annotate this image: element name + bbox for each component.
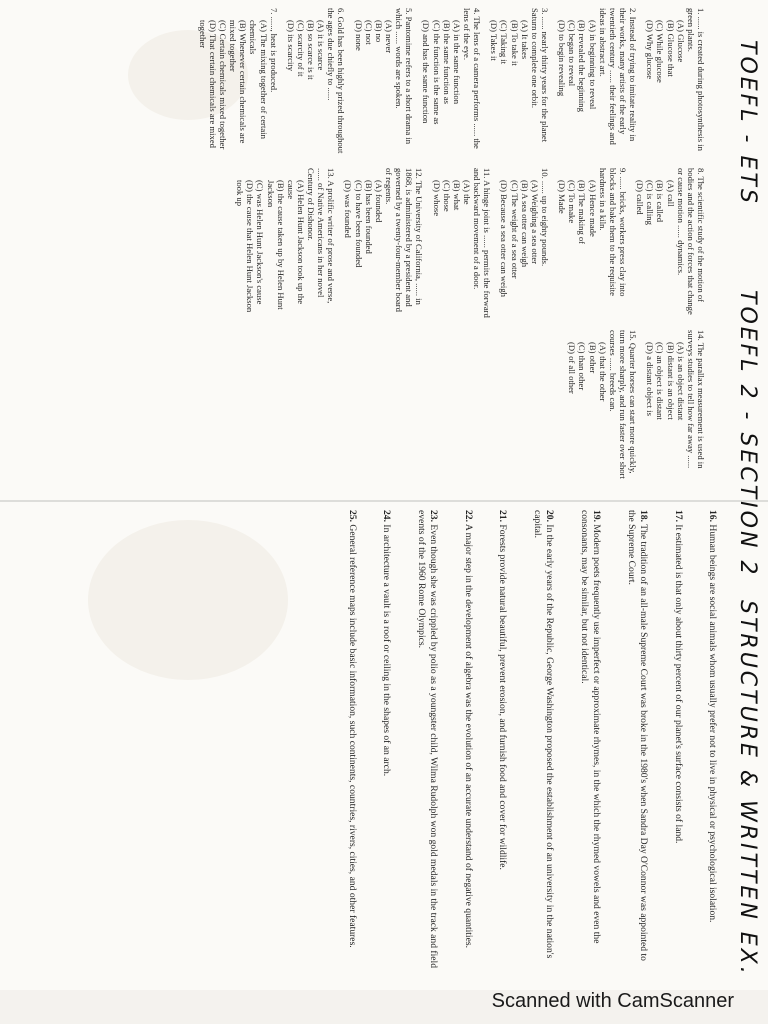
answer-options <box>198 8 269 158</box>
item-sentence: Forests provide natural beautiful, prevent erosion, and furnish food and cover for wildlife. <box>497 524 509 870</box>
answer-options <box>557 168 598 318</box>
question-column-1 <box>191 8 706 158</box>
answer-options <box>421 8 462 158</box>
answer-option: (D) was founded <box>343 180 354 238</box>
answer-option: (B) is called <box>655 180 666 222</box>
item-sentence: Modern poets frequently use imperfect or approximate rhymes, in the which the rhymed vowels and even the consonants, may be similar, but not identical. <box>578 510 603 944</box>
item-sentence: The tradition of an all-male Supreme Court was broke in the 1980's when Sandra Day O'Connor was appointed to the Supreme Court. <box>625 510 650 961</box>
question-stem: 4. The lens of a camera performs ...... the lens of the eye. <box>462 8 483 149</box>
written-expression-item <box>624 510 649 970</box>
answer-option: (B) A sea otter can weigh <box>519 180 530 268</box>
answer-option: (D) Why glucose <box>645 20 656 80</box>
answer-option: (D) to begin revealing <box>557 20 568 97</box>
answer-option: (A) Glucose <box>675 20 686 63</box>
question-stem: 6. Gold has been highly prized throughout the ages due chiefly to ...... <box>326 8 347 154</box>
answer-option: (A) never <box>384 20 395 54</box>
answer-option: (D) of all other <box>567 342 578 394</box>
answer-option: (B) Glucose that <box>665 20 676 77</box>
answer-option: (A) Weighing a sea otter <box>529 180 540 265</box>
written-expression-item <box>706 510 718 970</box>
answer-option: (A) Hence made <box>587 180 598 237</box>
answer-options <box>235 168 306 318</box>
answer-option: (C) scarcity of it <box>295 20 306 77</box>
answer-option: (C) While glucose <box>655 20 666 83</box>
answer-options <box>645 8 686 158</box>
written-expression-section <box>323 510 718 970</box>
heading-middle: TOEFL 2 - SECTION 2 <box>735 290 760 578</box>
question-item <box>235 168 336 318</box>
answer-options <box>489 8 530 158</box>
question-item <box>557 168 628 318</box>
answer-option: (D) and has the same function <box>421 20 432 124</box>
written-expression-item <box>496 510 508 970</box>
question-column-2 <box>228 168 706 318</box>
answer-option: (B) so scarce is it <box>306 20 317 80</box>
question-stem: 5. Pantomime refers to a short drama in which ...... words are spoken. <box>394 8 415 145</box>
question-stem: 7. ......, heat is produced. <box>268 8 279 93</box>
question-item <box>354 8 415 158</box>
written-expression-item <box>345 510 357 970</box>
answer-option: (D) That certain chemicals are mixed together <box>197 20 218 148</box>
answer-option: (B) what <box>451 180 462 211</box>
answer-option: (A) founded <box>373 180 384 223</box>
answer-options <box>286 8 327 158</box>
fold-line <box>0 500 768 502</box>
question-stem: 2. Instead of trying to imitate reality in their works, many artists of the early twentieth century ...... their feelings and ideas in abstract art. <box>597 8 639 145</box>
answer-option: (C) not <box>363 20 374 45</box>
answer-option: (B) the same function as <box>441 20 452 105</box>
answer-option: (B) has been founded <box>363 180 374 254</box>
answer-option: (C) the function is the same as <box>431 20 442 125</box>
answer-option: (A) it is scarce <box>316 20 327 71</box>
written-expression-item <box>671 510 683 970</box>
heading-left: TOEFL - ETS <box>735 40 760 206</box>
question-stem: 3. ...... nearly thirty years for the planet Saturn to complete one orbit. <box>529 8 551 143</box>
question-item <box>421 8 482 158</box>
item-number: 17. <box>672 510 684 522</box>
answer-options <box>567 330 608 480</box>
answer-option: (C) was Helen Hunt Jackson's cause <box>255 180 266 305</box>
answer-option: (B) the cause taken up by Helen Hunt Jackson <box>265 180 286 310</box>
item-number: 20. <box>544 510 556 522</box>
answer-options <box>635 168 676 318</box>
item-number: 16. <box>707 510 718 522</box>
question-stem: 1. ...... is created during photosynthesis in green plants. <box>685 8 706 151</box>
answer-option: (D) Because a sea otter can weigh <box>499 180 510 297</box>
answer-options <box>645 330 686 480</box>
answer-option: (C) To make <box>567 180 578 224</box>
answer-option: (C) began to reveal <box>567 20 578 87</box>
question-item <box>198 8 279 158</box>
question-item <box>635 168 706 318</box>
question-item <box>286 8 347 158</box>
answer-option: (C) Certain chemicals mixed together <box>217 20 228 150</box>
item-number: 19. <box>591 510 603 522</box>
paper-stain <box>88 520 288 680</box>
item-sentence: It estimated is that only about thirty percent of our planet's surface consists of land. <box>672 524 684 844</box>
answer-option: (A) is an object distant <box>675 342 686 421</box>
answer-options <box>499 168 540 318</box>
answer-option: (A) call <box>665 180 676 207</box>
written-expression-item <box>380 510 392 970</box>
answer-options <box>343 168 384 318</box>
answer-options <box>431 168 472 318</box>
answer-option: (B) no <box>373 20 384 43</box>
question-stem: 15. Quarter horses can start more quickly, turn more sharply, and run faster over short courses ...... breeds can. <box>607 330 639 479</box>
item-number: 22. <box>462 510 474 522</box>
answer-option: (D) whose <box>431 180 442 217</box>
answer-option: (A) in the same function <box>451 20 462 105</box>
answer-option: (C) to have been founded <box>353 180 364 268</box>
answer-option: (C) Taking it <box>499 20 510 65</box>
answer-option: (C) an object is distant <box>655 342 666 420</box>
written-expression-item <box>530 510 555 970</box>
item-sentence: Even though she was crippled by polio as a youngster child, Wilma Rudolph won gold medals in the track and field events of the 1960 Rome Olympics. <box>415 510 440 968</box>
answer-option: (B) The making of <box>577 180 588 245</box>
item-number: 23. <box>428 510 440 522</box>
question-item <box>499 168 550 318</box>
item-sentence: General reference maps include basic information, such continents, countries, rivers, cities, and other features. <box>346 524 358 948</box>
answer-options <box>354 8 395 158</box>
answer-option: (C) those <box>441 180 452 212</box>
question-stem: 13. A prolific writer of prose and verse, ...... of Native Americans in her novel Century of Dishonor. <box>306 168 337 304</box>
written-expression-item <box>414 510 439 970</box>
question-column-3 <box>560 330 706 480</box>
question-stem: 14. The parallax measurement is used in surveys studies to tell how far away ...... <box>685 330 706 469</box>
answer-option: (B) revealed the beginning <box>577 20 588 112</box>
item-sentence: In architecture a vault is a roof or ceiling in the shapes of an arch. <box>381 524 393 777</box>
item-number: 21. <box>497 510 509 522</box>
heading-right: STRUCTURE & WRITTEN EX. <box>735 600 760 977</box>
answer-option: (B) distant is an object <box>665 342 676 420</box>
answer-option: (D) Takes it <box>489 20 500 61</box>
item-sentence: Human beings are social animals whom usually prefer not to live in physical or psychological isolation. <box>707 524 718 923</box>
question-stem: 8. The scientific study of the motion of bodies and the action of forces that change or cause motion ...... dynamics. <box>675 168 706 315</box>
answer-option: (A) in beginning to reveal <box>587 20 598 110</box>
answer-option: (D) called <box>635 180 646 215</box>
question-item <box>557 8 638 158</box>
answer-options <box>557 8 598 158</box>
answer-option: (D) a distant object is <box>645 342 656 416</box>
camscanner-watermark: Scanned with CamScanner <box>491 990 734 1012</box>
question-item <box>645 330 706 480</box>
question-item <box>567 330 638 480</box>
answer-option: (D) the cause that Helen Hunt Jackson took up <box>235 180 256 313</box>
question-item <box>489 8 550 158</box>
answer-option: (A) The mixing together of certain chemicals <box>248 20 269 139</box>
item-number: 24. <box>381 510 393 522</box>
answer-option: (D) Made <box>557 180 568 214</box>
question-item <box>645 8 706 158</box>
answer-option: (B) To take it <box>509 20 520 66</box>
answer-option: (D) its scarcity <box>285 20 296 72</box>
answer-option: (A) Helen Hunt Jackson took up the cause <box>285 180 306 305</box>
answer-option: (C) The weight of a sea otter <box>509 180 520 279</box>
answer-option: (B) other <box>587 342 598 374</box>
written-expression-item <box>461 510 473 970</box>
item-sentence: A major step in the development of algebra was the evolution of an accurate understand of negative quantities. <box>462 523 474 948</box>
answer-option: (A) that the other <box>597 342 608 402</box>
question-item <box>431 168 492 318</box>
answer-option: (D) none <box>353 20 364 51</box>
item-number: 25. <box>346 510 358 522</box>
question-stem: 10. ...... up to eighty pounds. <box>540 168 551 267</box>
answer-option: (C) than other <box>577 342 588 391</box>
question-stem: 9. ...... bricks, workers press clay into blocks and bake them to the requisite hardness in a kiln. <box>597 168 629 297</box>
answer-option: (C) is calling <box>645 180 656 225</box>
question-item <box>343 168 424 318</box>
item-number: 18. <box>638 510 650 522</box>
answer-option: (B) Whenever certain chemicals are mixed together <box>228 20 249 144</box>
question-stem: 12. The University of California, ...... in 1868, is administered by a president and governed by a twenty-four-member board of regents. <box>384 168 425 312</box>
answer-option: (A) It takes <box>519 20 530 60</box>
answer-option: (A) the <box>462 180 473 205</box>
written-expression-item <box>577 510 602 970</box>
question-stem: 11. A hinge joint is ...... permits the forward and backward movement of a door. <box>472 168 493 318</box>
item-sentence: In the early years of the Republic, George Washington proposed the establishment of an university in the nation's capital. <box>531 510 556 959</box>
